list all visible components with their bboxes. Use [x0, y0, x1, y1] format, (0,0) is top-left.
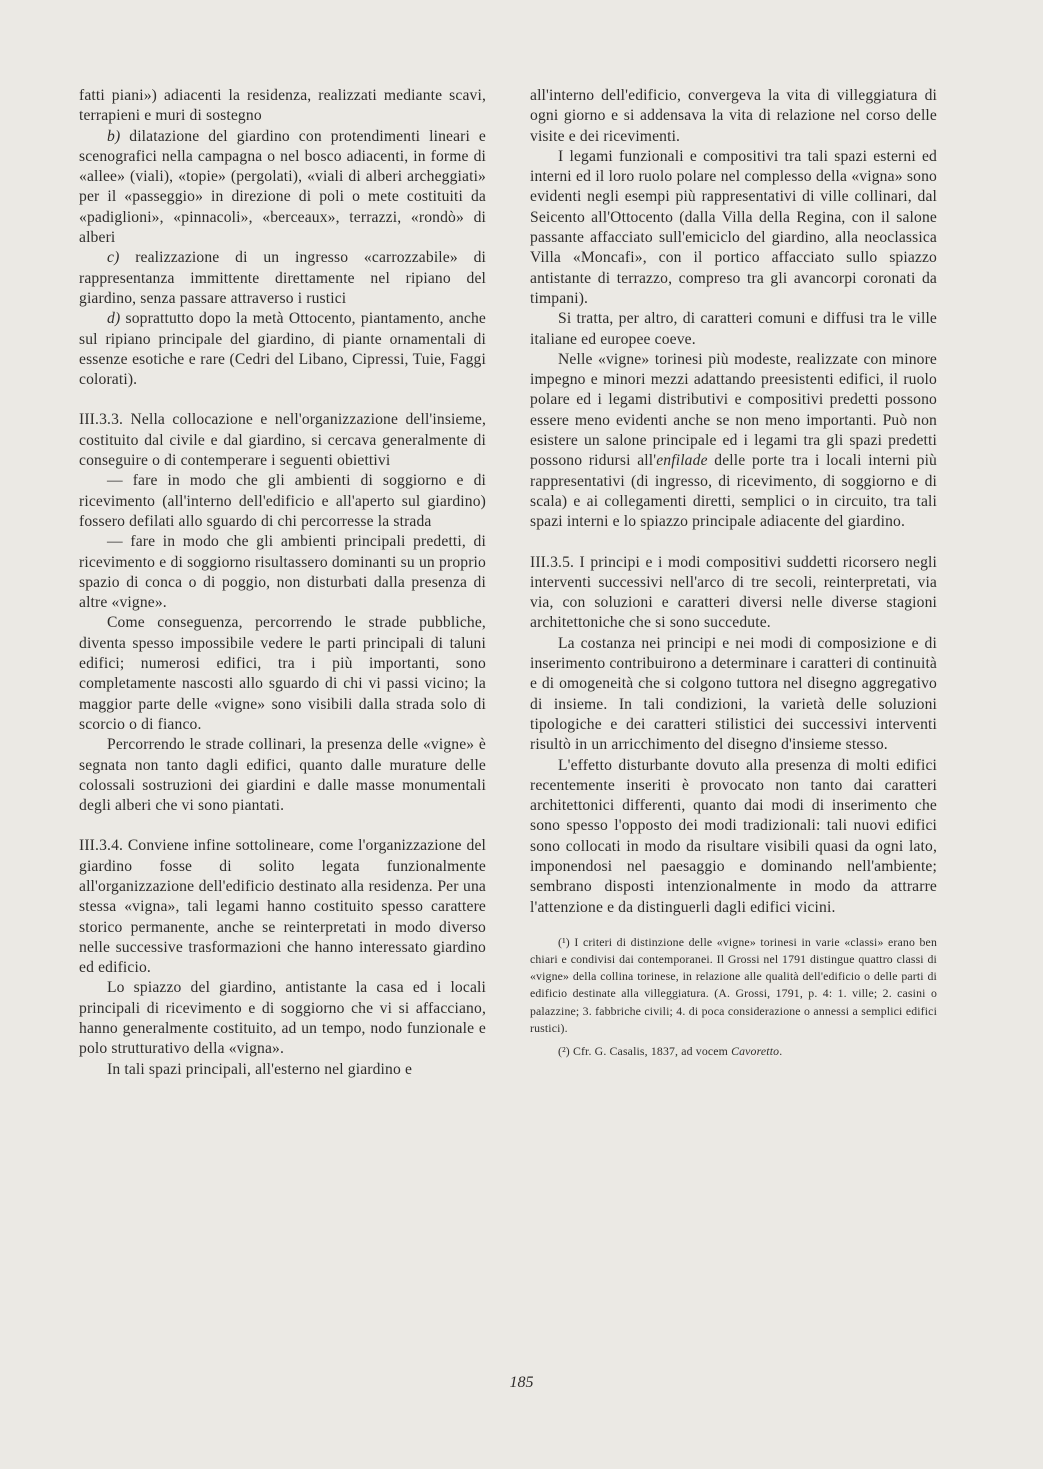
list-label: c) [107, 249, 120, 267]
paragraph: all'interno dell'edificio, convergeva la vita di villeggiatura di ogni giorno e si addensava la vita di relazione nel corso delle visite e dei ricevimenti. [530, 87, 937, 145]
objective-item: — fare in modo che gli ambienti di soggiorno e di ricevimento (all'interno dell'edificio e all'aperto sul giardino) fossero defilati allo sguardo di chi percorresse la strada [79, 472, 486, 530]
footnote-text: Cfr. G. Casalis, 1837, ad vocem [569, 1044, 732, 1059]
paragraph: Come conseguenza, percorrendo le strade pubbliche, diventa spesso impossibile vedere le parti principali di taluni edifici; numerosi edifici, tra i più importanti, sono completamente nascosti allo sguardo di chi vi passi vicino; la maggior parte delle «vigne» sono visibili dalla strada solo di scorcio o di fianco. [79, 614, 486, 733]
paragraph: La costanza nei principi e nei modi di composizione e di inserimento contribuirono a determinare i caratteri di continuità e di omogeneità che si colgono tuttora nel disegno aggregativo di insieme. In tali condizioni, la varietà delle soluzioni tipologiche e dei caratteri stilistici dei successivi interventi risultò in un arricchimento del disegno d'insieme stesso. [530, 634, 937, 754]
paragraph: L'effetto disturbante dovuto alla presenza di molti edifici recentemente inseriti è provocato non tanto dai caratteri architettonici differenti, quanto dai modi di inserimento che sono spesso l'opposto dei modi tradizionali: tali nuovi edifici sono collocati in modo da risultare visibili quasi da ogni lato, imponendosi nel paesaggio e dominando nell'ambiente; sembrano disposti intenzionalmente in modo da attrarre l'attenzione e da distinguerli dagli edifici vicini. [530, 756, 937, 916]
left-column [79, 86, 486, 1080]
paragraph: Percorrendo le strade collinari, la presenza delle «vigne» è segnata non tanto dagli edifici, quanto dalle murature delle colossali sostruzioni dei giardini e dalle masse monumentali degli alberi che vi sono piantati. [79, 736, 486, 815]
footnote-marker: (²) [558, 1044, 570, 1059]
list-item-b [79, 127, 486, 249]
footnote-text: I criteri di distinzione delle «vigne» torinesi in varie «classi» erano ben chiari e condivisi dai contemporanei. Il Grossi nel 1791 distingue quattro classi di «vigne» della collina torinese, in relazione alle qualità dell'edificio o delle parti di edificio destinate alla villeggiatura. (A. Grossi, 1791, p. 4: 1. ville; 2. casini o palazzine; 3. fabbriche civili; 4. di poca considerazione o annessi a semplici edifici rustici). [530, 934, 937, 1035]
italic-term: Cavoretto [731, 1044, 780, 1059]
footnote-marker: (¹) [558, 934, 570, 949]
list-text: dilatazione del giardino con protendimenti lineari e scenografici nella campagna o nel bosco adiacenti, in forme di «allee» (viali), «topie» (pergolati), «viali di alberi archeggiati» per il «passeggio» in direzione di poli o mete costituiti da «padiglioni», «pinnacoli», «berceaux», terrazzi, «rondò» di alberi [79, 127, 486, 247]
list-label: d) [107, 310, 121, 328]
paragraph: Si tratta, per altro, di caratteri comuni e diffusi tra le ville italiane ed europee coeve. [530, 310, 937, 348]
list-item-d [79, 309, 486, 390]
footnote-2 [530, 1043, 937, 1060]
right-column [530, 86, 937, 1060]
paragraph: In tali spazi principali, all'esterno nel giardino e [107, 1060, 413, 1078]
page-number: 185 [509, 1374, 534, 1391]
list-label: b) [107, 127, 121, 145]
text-run: Nelle «vigne» torinesi più modeste, realizzate con minore impegno e minori mezzi adattando preesistenti edifici, il ruolo polare ed i legami distributivi e compositivi predetti possono essere meno evidenti anche se non meno importanti. Può non esistere un salone principale ed i legami tra gli spazi predetti possono ridursi all' [530, 350, 937, 470]
list-item-c [79, 248, 486, 309]
footnote-1 [530, 934, 937, 1037]
footnote-text: . [779, 1044, 783, 1059]
paragraph [530, 350, 937, 533]
list-text: soprattutto dopo la metà Ottocento, piantamento, anche sul ripiano principale del giardino, di piante ornamentali di essenze esotiche e rare (Cedri del Libano, Cipressi, Tuie, Faggi colorati). [79, 310, 486, 389]
section-paragraph-3-5: III.3.5. I principi e i modi compositivi suddetti ricorsero negli interventi successivi nell'arco di tre secoli, reinterpretati, via via, con soluzioni e caratteri diversi nelle diverse stagioni architettoniche che si sono succedute. [530, 553, 937, 632]
section-paragraph-3-4: III.3.4. Conviene infine sottolineare, come l'organizzazione del giardino fosse di solito legata funzionalmente all'organizzazione dell'edificio destinato alla residenza. Per una stessa «vigna», tali legami hanno costituito spesso carattere storico permanente, anche se reinterpretati in modo diverso nelle successive trasformazioni che hanno interessato giardino ed edificio. [79, 837, 486, 977]
text-run: delle porte tra i locali interni più rappresentativi (di ingresso, di ricevimento, di soggiorno e di scala) e ai collegamenti diretti, semplici o in circuito, tra tali spazi interni e lo spiazzo principale adiacente del giardino. [530, 452, 938, 531]
objective-item: — fare in modo che gli ambienti principali predetti, di ricevimento e di soggiorno risultassero dominanti su un proprio spazio di conca o di poggio, non disturbati dalla presenza di altre «vigne». [79, 533, 486, 612]
list-text: realizzazione di un ingresso «carrozzabile» di rappresentanza immittente direttamente nel ripiano del giardino, senza passare attraverso i rustici [79, 249, 486, 307]
footnotes [530, 934, 937, 1060]
paragraph: I legami funzionali e compositivi tra tali spazi esterni ed interni ed il loro ruolo polare nel complesso della «vigna» sono evidenti negli esempi più rappresentativi di ville collinari, dal Seicento all'Ottocento (dalla Villa della Regina, con il salone passante affacciato sull'emiciclo del giardino, alla neoclassica Villa «Moncafi», con il portico affacciato sullo spiazzo antistante di terrazzo, compreso tra gli avancorpi coronati da timpani). [530, 147, 937, 307]
paragraph: Lo spiazzo del giardino, antistante la casa ed i locali principali di ricevimento e di soggiorno che vi si affacciano, hanno generalmente costituito, ad un tempo, nodo funzionale e polo strutturativo della «vigna». [79, 979, 486, 1058]
section-paragraph-3-3: III.3.3. Nella collocazione e nell'organizzazione dell'insieme, costituito dal civile e dal giardino, si cercava generalmente di conseguire o di contemperare i seguenti obiettivi [79, 411, 486, 470]
italic-term: enfilade [656, 452, 708, 470]
paragraph: fatti piani») adiacenti la residenza, realizzati mediante scavi, terrapieni e muri di sostegno [79, 87, 486, 125]
